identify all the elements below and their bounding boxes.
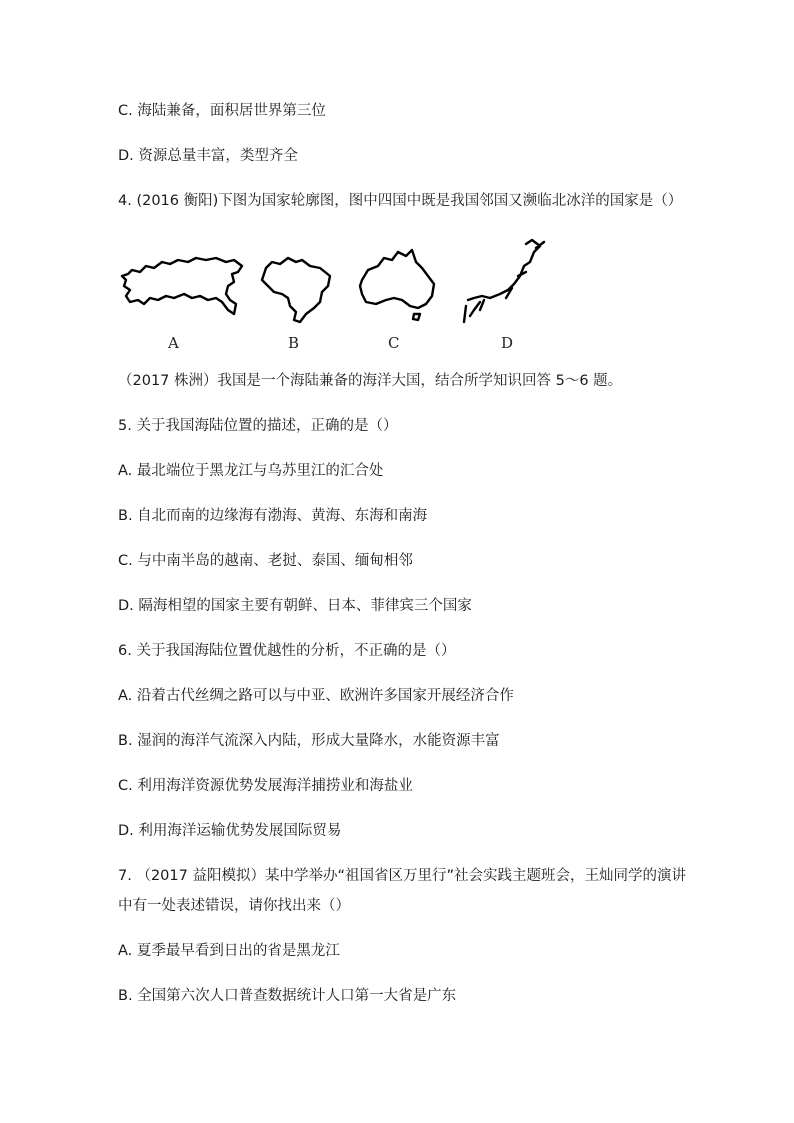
q6-option-c: C. 利用海洋资源优势发展海洋捕捞业和海盐业 — [118, 778, 413, 794]
context-zhuzhou: （2017 株洲）我国是一个海陆兼备的海洋大国，结合所学知识回答 5～6 题。 — [118, 373, 623, 389]
q5-option-c: C. 与中南半岛的越南、老挝、泰国、缅甸相邻 — [118, 553, 413, 569]
question-5: 5. 关于我国海陆位置的描述，正确的是（） — [118, 418, 398, 434]
country-outline-figure — [112, 232, 552, 362]
question-6: 6. 关于我国海陆位置优越性的分析，不正确的是（） — [118, 643, 456, 659]
line-option-d: D. 资源总量丰富，类型齐全 — [118, 148, 298, 164]
brazil-outline-icon — [258, 254, 336, 326]
figure-label-b: B — [288, 334, 300, 352]
q5-option-a: A. 最北端位于黑龙江与乌苏里江的汇合处 — [118, 463, 384, 479]
question-4: 4. (2016 衡阳)下图为国家轮廓图，图中四国中既是我国邻国又濒临北冰洋的国家是（） — [118, 193, 683, 209]
figure-label-d: D — [501, 334, 514, 352]
question-7: 7. （2017 益阳模拟）某中学举办“祖国省区万里行”社会实践主题班会，王灿同学的演讲 — [118, 868, 686, 884]
russia-outline-icon — [118, 252, 248, 322]
q7-option-a: A. 夏季最早看到日出的省是黑龙江 — [118, 943, 340, 959]
q6-option-a: A. 沿着古代丝绸之路可以与中亚、欧洲许多国家开展经济合作 — [118, 688, 514, 704]
question-7-cont: 中有一处表述错误，请你找出来（） — [118, 898, 350, 914]
figure-label-a: A — [168, 334, 179, 352]
australia-outline-icon — [356, 244, 442, 324]
q7-option-b: B. 全国第六次人口普查数据统计人口第一大省是广东 — [118, 988, 457, 1004]
q5-option-b: B. 自北而南的边缘海有渤海、黄海、东海和南海 — [118, 508, 428, 524]
q6-option-b: B. 湿润的海洋气流深入内陆，形成大量降水，水能资源丰富 — [118, 733, 500, 749]
figure-label-c: C — [388, 334, 400, 352]
line-option-c: C. 海陆兼备，面积居世界第三位 — [118, 103, 326, 119]
q6-option-d: D. 利用海洋运输优势发展国际贸易 — [118, 823, 342, 839]
japan-outline-icon — [460, 236, 550, 328]
q5-option-d: D. 隔海相望的国家主要有朝鲜、日本、菲律宾三个国家 — [118, 598, 472, 614]
